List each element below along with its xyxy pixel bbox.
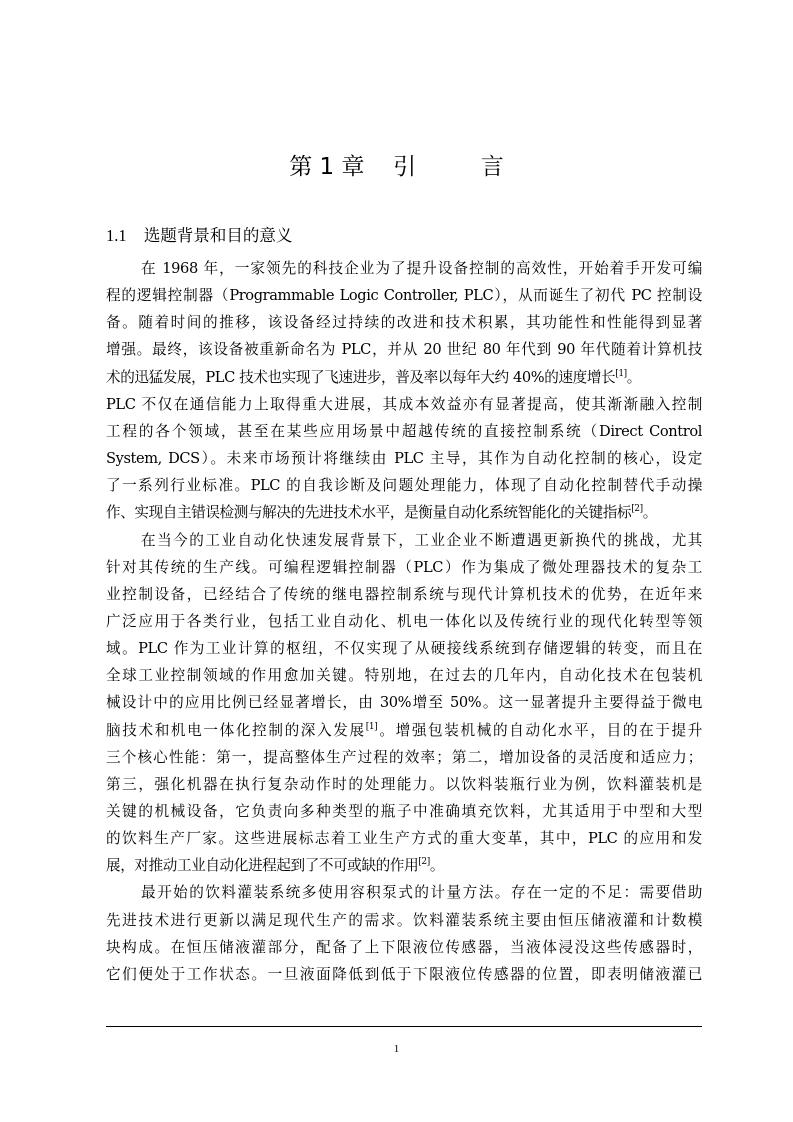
body-line xyxy=(106,476,702,496)
body-line xyxy=(141,531,702,551)
chapter-title xyxy=(0,148,793,181)
line-text: 广泛应用于各类行业，包括工业自动化、机电一体化以及传统行业的现代化转型等领 xyxy=(106,613,702,630)
line-text: 三个核心性能：第一，提高整体生产过程的效率；第二，增加设备的灵活度和适应力； xyxy=(106,748,702,766)
line-text: 程的逻辑控制器（Programmable Logic Controller, PLC），从而诞生了初代 PC 控制设 xyxy=(106,287,702,305)
line-text: 了一系列行业标准。PLC 的自我诊断及问题处理能力，体现了自动化控制替代手动操 xyxy=(106,477,702,495)
chapter-title-char-2: 言 xyxy=(480,154,504,180)
body-line xyxy=(106,639,702,659)
body-line xyxy=(106,395,702,415)
line-text: 针对其传统的生产线。可编程逻辑控制器（PLC）作为集成了微处理器技术的复杂工 xyxy=(106,558,702,576)
line-text: 最开始的饮料灌装系统多使用容积泵式的计量方法。存在一定的不足：需要借助 xyxy=(141,884,702,902)
line-text: 域。PLC 作为工业计算的枢纽，不仅实现了从硬接线系统到存储逻辑的转变，而且在 xyxy=(106,640,702,658)
body-line xyxy=(141,259,702,279)
section-heading xyxy=(106,222,292,246)
body-line xyxy=(106,775,702,795)
body-line xyxy=(106,503,702,523)
body-line xyxy=(106,748,702,768)
body-line xyxy=(106,856,702,876)
line-text: 块构成。在恒压储液灌部分，配备了上下限液位传感器，当液体浸没这些传感器时， xyxy=(106,938,702,956)
line-text: 的饮料生产厂家。这些进展标志着工业生产方式的重大变革，其中，PLC 的应用和发 xyxy=(106,830,702,848)
body-line xyxy=(141,883,702,903)
body-line xyxy=(106,829,702,849)
line-text: PLC 不仅在通信能力上取得重大进展，其成本效益亦有显著提高，使其渐渐融入控制 xyxy=(106,395,702,413)
line-text: 备。随着时间的推移，该设备经过持续的改进和技术积累，其功能性和性能得到显著 xyxy=(106,314,702,332)
citation-superscript: [1] xyxy=(365,721,378,732)
citation-superscript: [1] xyxy=(615,368,627,379)
line-tail-text: 。 xyxy=(642,504,657,522)
body-line xyxy=(106,449,702,469)
line-text: 脑技术和机电一体化控制的深入发展 xyxy=(106,721,366,739)
section-title: 选题背景和目的意义 xyxy=(143,226,293,245)
line-text: 它们便处于工作状态。一旦液面降低到低于下限液位传感器的位置，即表明储液灌已 xyxy=(106,965,702,983)
body-line xyxy=(106,938,702,958)
body-line xyxy=(106,340,702,360)
body-line xyxy=(106,422,702,442)
line-text: 增强。最终，该设备被重新命名为 PLC，并从 20 世纪 80 年代到 90 年代随着计算机技 xyxy=(106,341,702,359)
body-line xyxy=(106,368,702,388)
body-line xyxy=(106,802,702,822)
line-text: 术的迅猛发展，PLC 技术也实现了飞速进步，普及率以每年大约 40%的速度增长 xyxy=(106,368,616,386)
body-line xyxy=(106,286,702,306)
body-line xyxy=(106,911,702,931)
body-line xyxy=(106,585,702,605)
citation-superscript: [2] xyxy=(631,504,643,515)
line-tail-text: 。 xyxy=(626,368,641,386)
chapter-title-char-1: 引 xyxy=(393,154,417,180)
body-line xyxy=(106,721,702,741)
line-text: 工程的各个领域，甚至在某些应用场景中超越传统的直接控制系统（Direct Control xyxy=(106,422,702,440)
line-tail-text: 。 xyxy=(429,857,445,875)
page-number: 1 xyxy=(393,1043,400,1055)
chapter-number: 第 1 章 xyxy=(289,154,365,180)
citation-superscript: [2] xyxy=(418,857,430,868)
line-text: 械设计中的应用比例已经显著增长，由 30%增至 50%。这一显著提升主要得益于微电 xyxy=(106,694,702,712)
line-text: 关键的机械设备，它负责向多种类型的瓶子中准确填充饮料，尤其适用于中型和大型 xyxy=(106,803,702,820)
body-line xyxy=(106,313,702,333)
line-text: 在当今的工业自动化快速发展背景下，工业企业不断遭遇更新换代的挑战，尤其 xyxy=(141,531,702,549)
body-line xyxy=(106,965,702,985)
line-text: 全球工业控制领域的作用愈加关键。特别地，在过去的几年内，自动化技术在包装机 xyxy=(106,667,702,685)
body-line xyxy=(106,558,702,578)
section-number: 1.1 xyxy=(106,226,127,245)
footer-divider xyxy=(106,1026,702,1027)
line-text: 第三，强化机器在执行复杂动作时的处理能力。以饮料装瓶行业为例，饮料灌装机是 xyxy=(106,775,702,793)
line-tail-text: 。增强包装机械的自动化水平，目的在于提升 xyxy=(377,721,702,739)
line-text: 展，对推动工业自动化进程起到了不可或缺的作用 xyxy=(106,857,419,875)
line-text: 业控制设备，已经结合了传统的继电器控制系统与现代计算机技术的优势，在近年来 xyxy=(106,585,702,603)
body-line xyxy=(106,693,702,713)
line-text: System, DCS）。未来市场预计将继续由 PLC 主导，其作为自动化控制的核心，设定 xyxy=(106,450,702,467)
line-text: 在 1968 年，一家领先的科技企业为了提升设备控制的高效性，开始着手开发可编 xyxy=(141,260,702,277)
body-line xyxy=(106,612,702,632)
body-line xyxy=(106,666,702,686)
line-text: 先进技术进行更新以满足现代生产的需求。饮料灌装系统主要由恒压储液灌和计数模 xyxy=(106,911,702,929)
line-text: 作、实现自主错误检测与解决的先进技术水平，是衡量自动化系统智能化的关键指标 xyxy=(106,504,632,522)
